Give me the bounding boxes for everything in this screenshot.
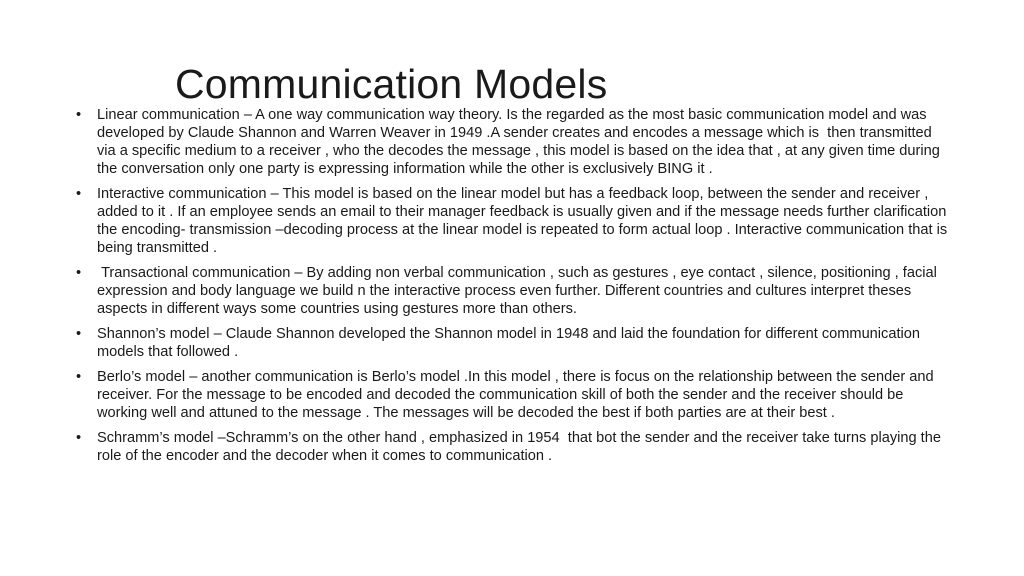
- bullet-dot-icon: •: [76, 186, 82, 202]
- bullet-text: Interactive communication – This model is based on the linear model but has a feedback loop, between the sender and receiver , added to it . If an employee sends an email to their manager feedback is usually given and if the message needs further clarification the encoding- transmission –decoding process at the linear model is repeated to form actual loop . Interactive communication that is being transmitted .: [97, 186, 952, 256]
- bullet-item-linear: [76, 106, 948, 178]
- bullet-text: Schramm’s model –Schramm’s on the other hand , emphasized in 1954 that bot the sender and the receiver take turns playing the role of the encoder and the decoder when it comes to communication .: [97, 430, 946, 464]
- bullet-item-interactive: [76, 185, 952, 257]
- bullet-dot-icon: •: [76, 265, 82, 281]
- bullet-text: Shannon’s model – Claude Shannon developed the Shannon model in 1948 and laid the foundation for different communication models that followed .: [97, 326, 925, 360]
- bullet-item-shannon: [76, 325, 948, 361]
- bullet-dot-icon: •: [76, 430, 82, 446]
- bullet-text: Transactional communication – By adding non verbal communication , such as gestures , eye contact , silence, positioning , facial expression and body language we build n the interactive process even further. Different countries and cultures interpret theses aspects in different ways some countries using gestures more than others.: [97, 265, 941, 317]
- bullet-text: Berlo’s model – another communication is Berlo’s model .In this model , there is focus on the relationship between the sender and receiver. For the message to be encoded and decoded the communication skill of both the sender and the receiver should be working well and attuned to the message . The messages will be decoded the best if both parties are at their best .: [97, 369, 938, 421]
- bullet-dot-icon: •: [76, 326, 82, 342]
- bullet-dot-icon: •: [76, 107, 82, 123]
- bullet-dot-icon: •: [76, 369, 82, 385]
- bullet-list: [76, 106, 952, 472]
- slide-title: Communication Models: [175, 61, 608, 107]
- bullet-item-transactional: [76, 264, 948, 318]
- bullet-item-berlo: [76, 368, 948, 422]
- bullet-item-schramm: [76, 429, 948, 465]
- bullet-text: Linear communication – A one way communication way theory. Is the regarded as the most basic communication model and was developed by Claude Shannon and Warren Weaver in 1949 .A sender creates and encodes a message which is then transmitted via a specific medium to a receiver , who the decodes the message , this model is based on the idea that , at any given time during the conversation only one party is expressing information while the other is exclusively BING it .: [97, 107, 944, 177]
